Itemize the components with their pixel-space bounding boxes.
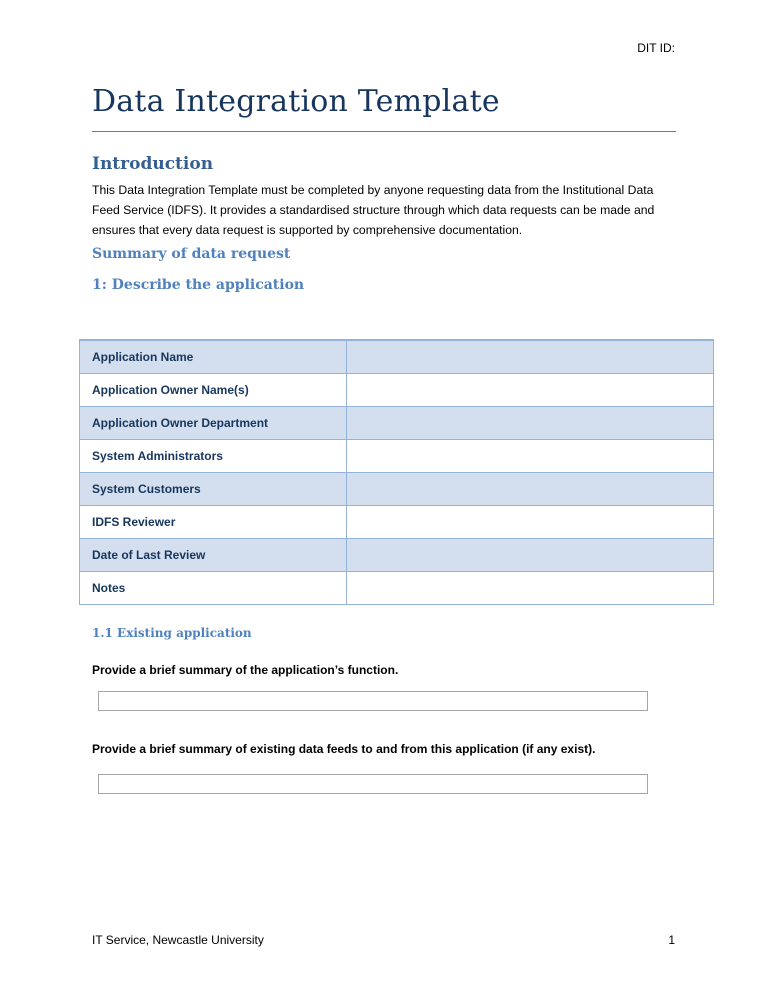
table-row <box>80 374 714 407</box>
table-row <box>80 440 714 473</box>
date-of-last-review-value[interactable] <box>347 539 714 572</box>
notes-label: Notes <box>80 572 347 605</box>
data-feeds-summary-input[interactable] <box>98 774 648 794</box>
footer-organisation: IT Service, Newcastle University <box>92 933 264 947</box>
system-administrators-label: System Administrators <box>80 440 347 473</box>
application-owner-department-label: Application Owner Department <box>80 407 347 440</box>
table-row <box>80 340 714 374</box>
introduction-heading: Introduction <box>92 154 214 174</box>
application-owner-names-value[interactable] <box>347 374 714 407</box>
table-row <box>80 506 714 539</box>
page-title: Data Integration Template <box>92 84 500 119</box>
application-owner-names-label: Application Owner Name(s) <box>80 374 347 407</box>
dit-id-label: DIT ID: <box>637 41 675 55</box>
date-of-last-review-label: Date of Last Review <box>80 539 347 572</box>
table-row <box>80 539 714 572</box>
table-row <box>80 572 714 605</box>
application-owner-department-value[interactable] <box>347 407 714 440</box>
application-details-table <box>79 339 714 605</box>
existing-application-heading: 1.1 Existing application <box>92 626 252 640</box>
data-feeds-summary-question: Provide a brief summary of existing data feeds to and from this application (if any exist). <box>92 742 596 756</box>
page-number: 1 <box>668 933 675 947</box>
system-customers-value[interactable] <box>347 473 714 506</box>
title-underline <box>92 131 676 132</box>
application-name-value[interactable] <box>347 340 714 374</box>
system-customers-label: System Customers <box>80 473 347 506</box>
function-summary-question: Provide a brief summary of the application’s function. <box>92 663 399 677</box>
table-row <box>80 407 714 440</box>
idfs-reviewer-value[interactable] <box>347 506 714 539</box>
function-summary-input[interactable] <box>98 691 648 711</box>
idfs-reviewer-label: IDFS Reviewer <box>80 506 347 539</box>
table-row <box>80 473 714 506</box>
system-administrators-value[interactable] <box>347 440 714 473</box>
introduction-text: This Data Integration Template must be completed by anyone requesting data from the Institutional Data Feed Service (IDFS). It provides a standardised structure through which data requests can be made and ensures that every data request is supported by comprehensive documentation. <box>92 183 655 237</box>
summary-heading: Summary of data request <box>92 246 291 262</box>
application-name-label: Application Name <box>80 340 347 374</box>
describe-application-heading: 1: Describe the application <box>92 277 305 293</box>
notes-value[interactable] <box>347 572 714 605</box>
